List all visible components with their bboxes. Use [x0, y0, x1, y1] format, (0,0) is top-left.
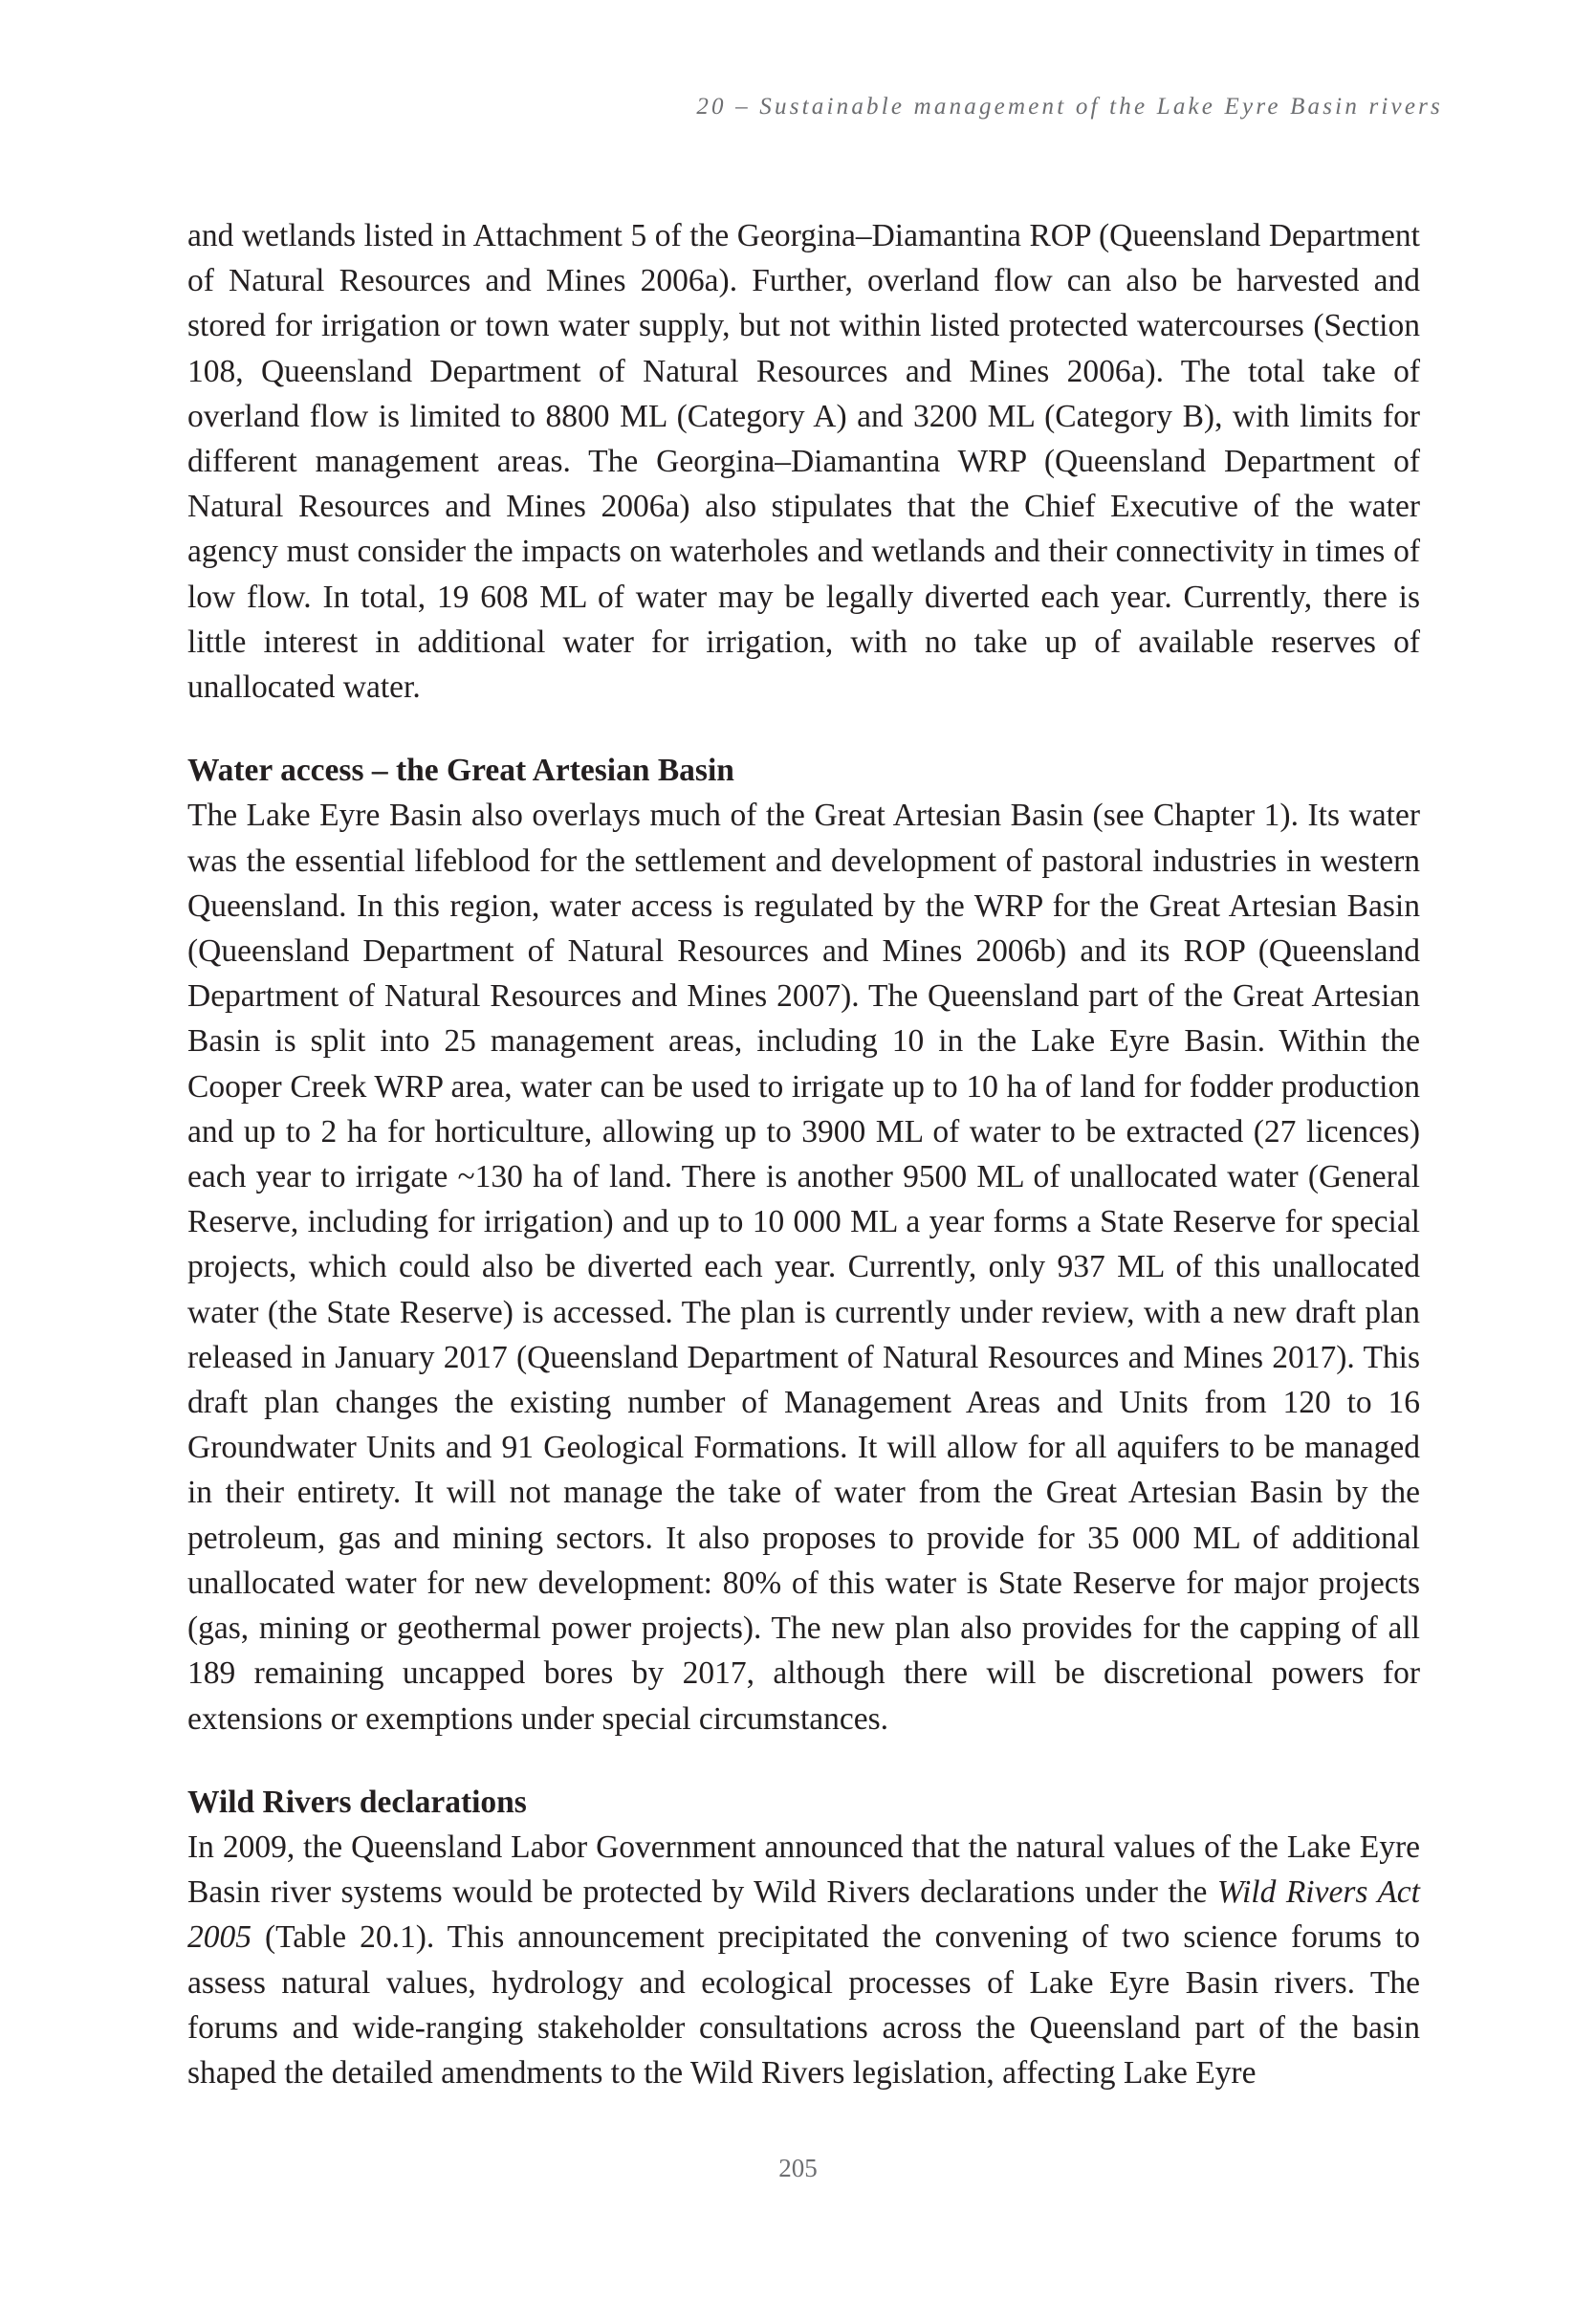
section-spacer: [187, 710, 1420, 748]
page-number: 205: [778, 2154, 818, 2182]
page-body: [187, 213, 1420, 2095]
section-spacer: [187, 1741, 1420, 1780]
wild-rivers-text-before: In 2009, the Queensland Labor Government announced that the natural values of the Lake Eyre Basin river systems would be protected by Wild Rivers declarations under the: [187, 1829, 1420, 1911]
act-title: Wild Rivers Act 2005: [187, 1874, 1420, 1956]
wild-rivers-text-after: (Table 20.1). This announcement precipitated the convening of two science forums to assess natural values, hydrology and ecological processes of Lake Eyre Basin rivers. The forums and wide-ranging stakeholder consultations across the Queensland part of the basin shaped the detailed amendments to the Wild Rivers legislation, affecting Lake Eyre: [187, 1919, 1420, 2091]
running-header: 20 – Sustainable management of the Lake Eyre Basin rivers: [696, 94, 1443, 120]
intro-paragraph: and wetlands listed in Attachment 5 of the Georgina–Diamantina ROP (Queensland Department of Natural Resources and Mines 2006a). Further, overland flow can also be harvested and stored for irrigation or town water supply, but not within listed protected watercourses (Section 108, Queensland Department of Natural Resources and Mines 2006a). The total take of overland flow is limited to 8800 ML (Category A) and 3200 ML (Category B), with limits for different management areas. The Georgina–Diamantina WRP (Queensland Department of Natural Resources and Mines 2006a) also stipulates that the Chief Executive of the water agency must consider the impacts on waterholes and wetlands and their connectivity in times of low flow. In total, 19 608 ML of water may be legally diverted each year. Currently, there is little interest in additional water for irrigation, with no take up of available reserves of unallocated water.: [187, 218, 1420, 706]
great-artesian-basin-paragraph: The Lake Eyre Basin also overlays much of the Great Artesian Basin (see Chapter 1). Its water was the essential lifeblood for the settlement and development of pastoral industries in western Queensland. In this region, water access is regulated by the WRP for the Great Artesian Basin (Queensland Department of Natural Resources and Mines 2006b) and its ROP (Queensland Department of Natural Resources and Mines 2007). The Queensland part of the Great Artesian Basin is split into 25 management areas, including 10 in the Lake Eyre Basin. Within the Cooper Creek WRP area, water can be used to irrigate up to 10 ha of land for fodder production and up to 2 ha for horticulture, allowing up to 3900 ML of water to be extracted (27 licences) each year to irrigate ~130 ha of land. There is another 9500 ML of unallocated water (General Reserve, including for irrigation) and up to 10 000 ML a year forms a State Reserve for special projects, which could also be diverted each year. Currently, only 937 ML of this unallocated water (the State Reserve) is accessed. The plan is currently under review, with a new draft plan released in January 2017 (Queensland Department of Natural Resources and Mines 2017). This draft plan changes the existing number of Management Areas and Units from 120 to 16 Groundwater Units and 91 Geological Formations. It will allow for all aquifers to be managed in their entirety. It will not manage the take of water from the Great Artesian Basin by the petroleum, gas and mining sectors. It also proposes to provide for 35 000 ML of additional unallocated water for new development: 80% of this water is State Reserve for major projects (gas, mining or geothermal power projects). The new plan also provides for the capping of all 189 remaining uncapped bores by 2017, although there will be discretional powers for extensions or exemptions under special circumstances.: [187, 798, 1420, 1737]
wild-rivers-paragraph: [187, 1825, 1420, 2095]
section-heading-great-artesian-basin: Water access – the Great Artesian Basin: [187, 753, 734, 789]
section-heading-wild-rivers: Wild Rivers declarations: [187, 1784, 527, 1820]
